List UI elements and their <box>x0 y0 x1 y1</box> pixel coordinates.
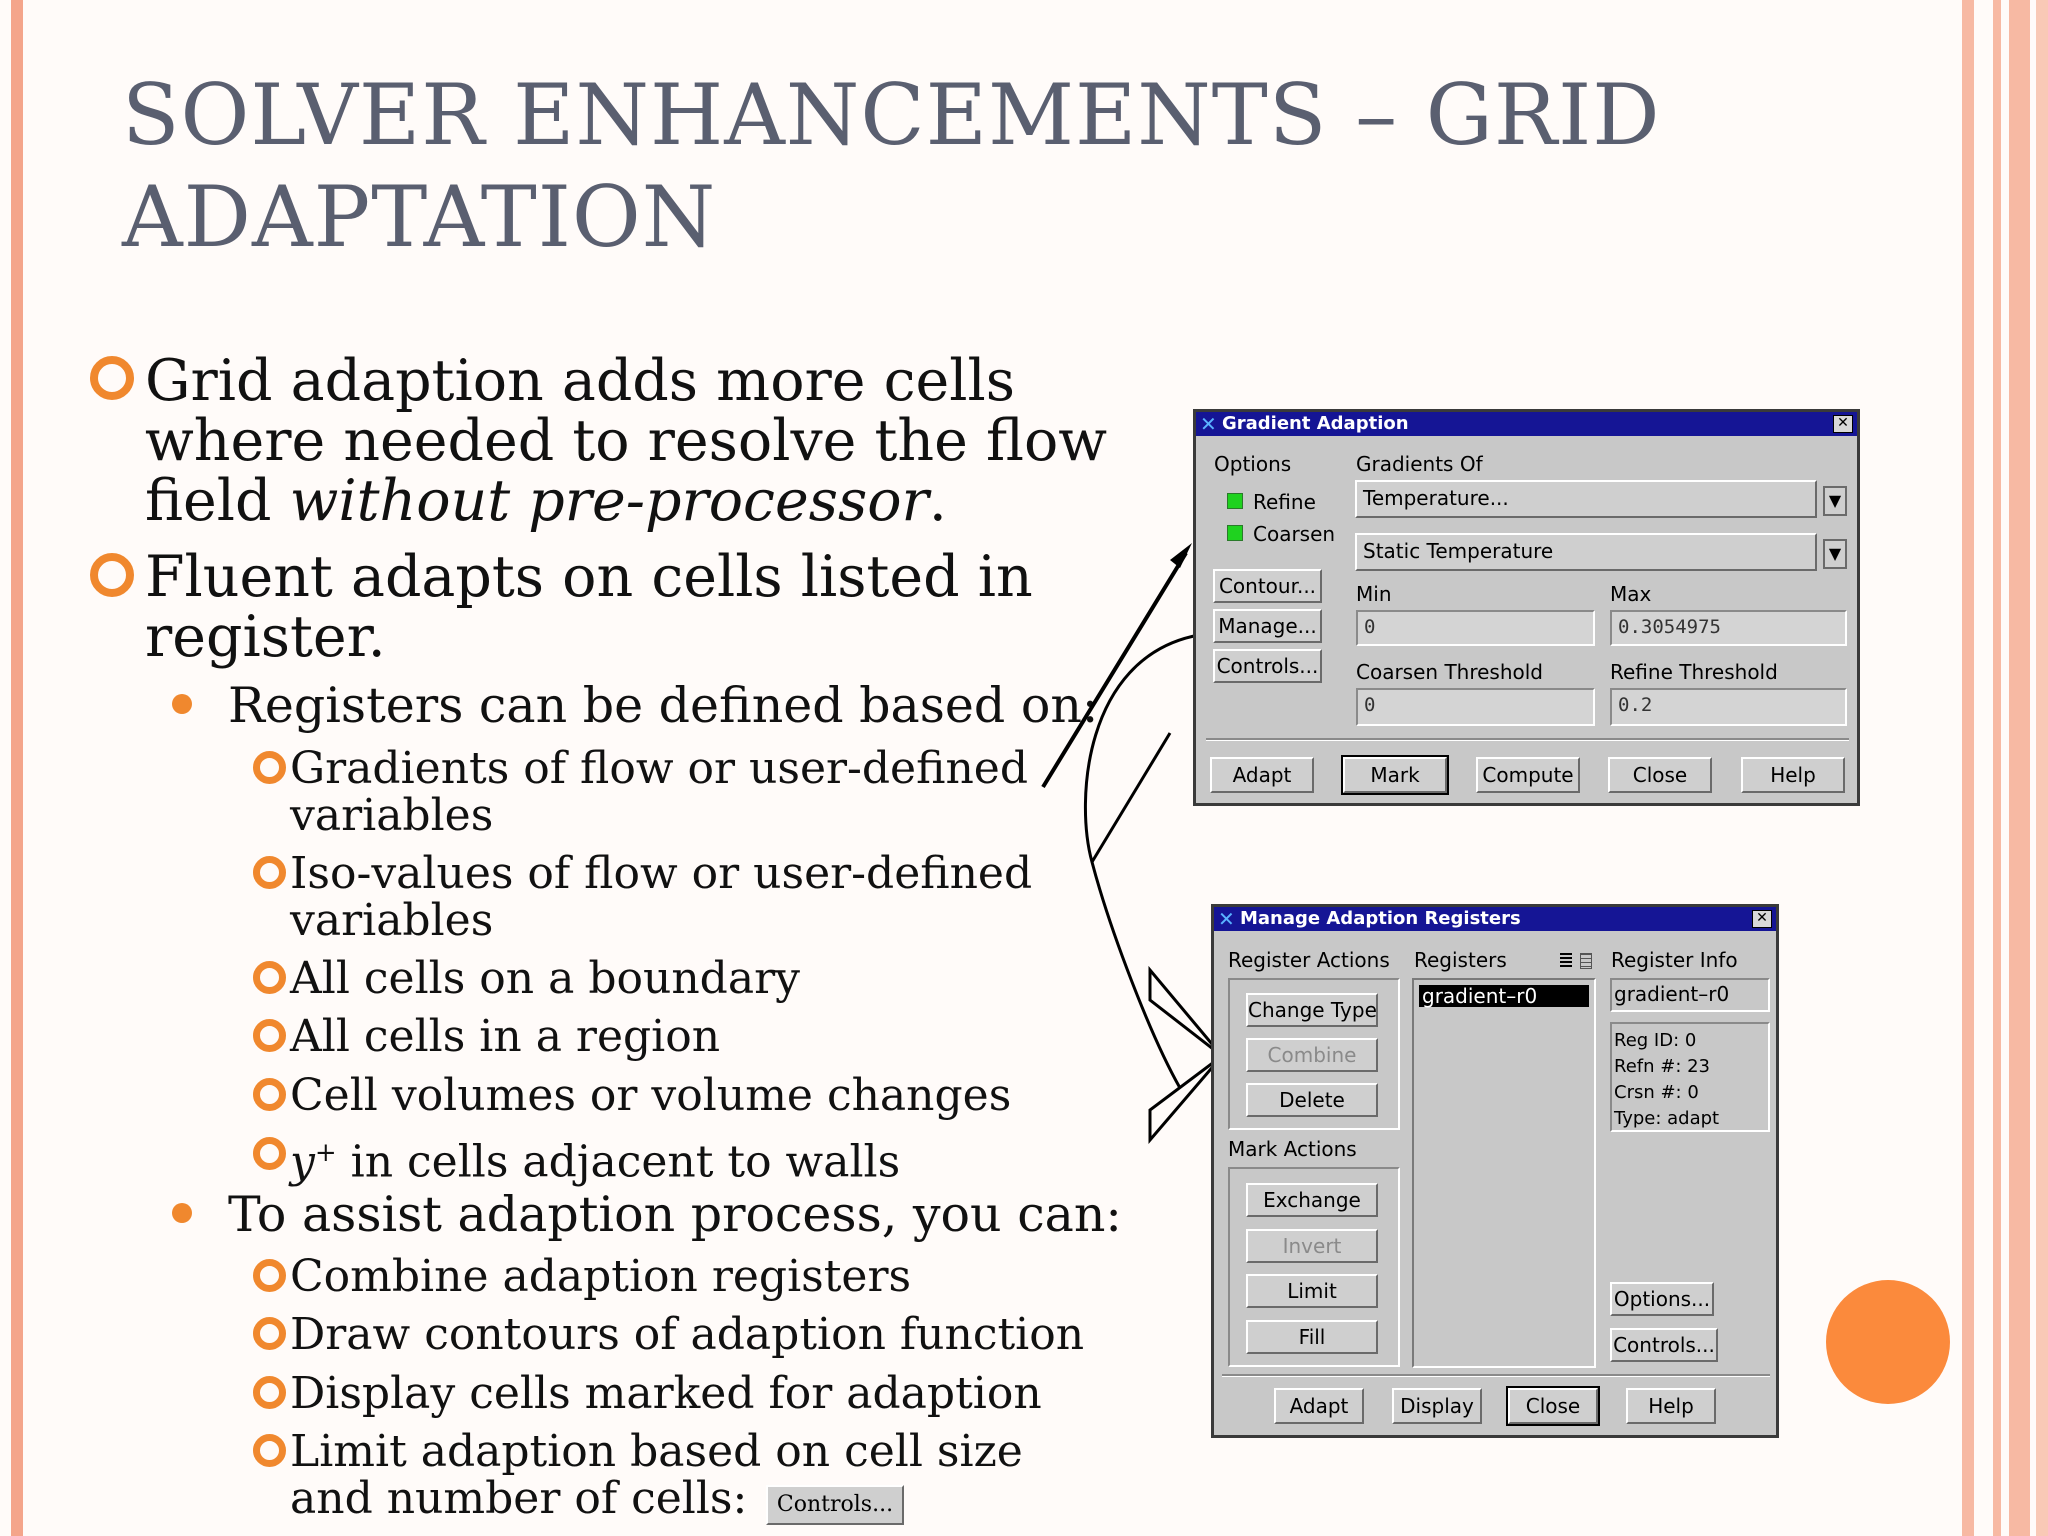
list-view-icon[interactable] <box>1560 953 1572 969</box>
bullet-text-part: . <box>928 468 947 534</box>
registers-listbox[interactable] <box>1412 978 1596 1368</box>
exchange-button[interactable]: Exchange <box>1246 1183 1378 1217</box>
controls-button-inline[interactable]: Controls... <box>766 1485 904 1525</box>
item-text: Limit adaption based on cell size <box>290 1426 1023 1477</box>
close-icon[interactable]: ✕ <box>1833 415 1853 433</box>
gradients-of-label: Gradients Of <box>1356 452 1483 476</box>
gradient-adaption-dialog <box>1193 409 1860 806</box>
registers-label: Registers <box>1414 948 1507 972</box>
refine-checkbox[interactable] <box>1227 493 1243 509</box>
item-text: Combine adaption registers <box>290 1251 912 1302</box>
yplus-variable: y <box>290 1136 315 1188</box>
divider <box>1222 1374 1770 1377</box>
coarsen-threshold-label: Coarsen Threshold <box>1356 660 1544 684</box>
x-logo-icon: ✕ <box>1218 907 1235 931</box>
yplus-superscript: + <box>314 1138 337 1168</box>
manage-adaption-registers-dialog <box>1211 904 1779 1438</box>
register-info-label: Register Info <box>1611 948 1738 972</box>
divider <box>1206 738 1849 741</box>
display-button[interactable]: Display <box>1392 1388 1482 1424</box>
combine-button[interactable]: Combine <box>1246 1038 1378 1072</box>
options-button[interactable]: Options... <box>1610 1282 1714 1316</box>
register-info-name: gradient–r0 <box>1614 982 1730 1006</box>
close-button[interactable]: Close <box>1608 757 1712 793</box>
bullet-text-part: field <box>145 468 290 534</box>
limit-button[interactable]: Limit <box>1246 1274 1378 1308</box>
item-text: All cells on a boundary <box>290 953 800 1004</box>
max-field[interactable]: 0.3054975 <box>1610 610 1847 646</box>
refine-threshold-field[interactable]: 0.2 <box>1610 688 1847 726</box>
refine-threshold-label: Refine Threshold <box>1610 660 1778 684</box>
coarsen-threshold-field[interactable]: 0 <box>1356 688 1595 726</box>
bullet-text: where needed to resolve the flow <box>145 408 1108 474</box>
arrow-to-gradient-dialog <box>1043 553 1186 787</box>
invert-button[interactable]: Invert <box>1246 1229 1378 1263</box>
reg-id-text: Reg ID: 0 <box>1614 1030 1697 1051</box>
fill-button[interactable]: Fill <box>1246 1320 1378 1354</box>
item-text: Iso-values of flow or user-defined <box>290 848 1033 899</box>
controls-button[interactable]: Controls... <box>1610 1328 1718 1362</box>
bullet-text: Grid adaption adds more cells <box>145 348 1016 414</box>
contour-button[interactable]: Contour... <box>1213 569 1322 603</box>
item-text: variables <box>290 895 494 946</box>
bullet-text-italic: without pre-processor <box>289 468 929 534</box>
adapt-button[interactable]: Adapt <box>1274 1388 1364 1424</box>
item-text: Draw contours of adaption function <box>290 1309 1085 1360</box>
gradients-of-dropdown[interactable]: Temperature... <box>1355 480 1817 518</box>
adapt-button[interactable]: Adapt <box>1210 757 1314 793</box>
gradients-sub-dropdown[interactable]: Static Temperature <box>1355 533 1817 571</box>
title-line: ADAPTATION <box>122 168 717 266</box>
max-label: Max <box>1610 582 1652 606</box>
curve-connector <box>1092 733 1170 862</box>
item-text: Gradients of flow or user-defined <box>290 743 1028 794</box>
item-text: Cell volumes or volume changes <box>290 1070 1012 1121</box>
item-text: All cells in a region <box>290 1011 721 1062</box>
change-type-button[interactable]: Change Type <box>1246 993 1378 1027</box>
register-actions-label: Register Actions <box>1228 948 1390 972</box>
bullet-text: register. <box>145 604 386 670</box>
dialog-titlebar: Manage Adaption Registers <box>1214 907 1776 931</box>
min-field[interactable]: 0 <box>1356 610 1595 646</box>
options-label: Options <box>1214 452 1292 476</box>
help-button[interactable]: Help <box>1741 757 1845 793</box>
item-text: and number of cells: <box>290 1473 748 1524</box>
coarsen-checkbox[interactable] <box>1227 525 1243 541</box>
manage-button[interactable]: Manage... <box>1213 609 1322 643</box>
delete-button[interactable]: Delete <box>1246 1083 1378 1117</box>
item-text: variables <box>290 790 494 841</box>
controls-button[interactable]: Controls... <box>1213 649 1322 683</box>
refine-label: Refine <box>1253 490 1316 514</box>
sub-bullet-text: Registers can be defined based on: <box>228 677 1099 734</box>
refn-text: Refn #: 23 <box>1614 1056 1711 1077</box>
mark-button[interactable]: Mark <box>1343 757 1447 793</box>
bullet-text: Fluent adapts on cells listed in <box>145 544 1033 610</box>
yplus-text: in cells adjacent to walls <box>336 1136 901 1188</box>
x-logo-icon: ✕ <box>1200 412 1217 436</box>
type-text: Type: adapt <box>1614 1108 1720 1129</box>
dropdown-arrow-icon[interactable]: ▼ <box>1823 539 1847 569</box>
list-view-icon[interactable] <box>1580 953 1592 969</box>
dialog-titlebar: Gradient Adaption <box>1196 412 1857 436</box>
register-list-item[interactable]: gradient–r0 <box>1419 985 1589 1007</box>
compute-button[interactable]: Compute <box>1476 757 1580 793</box>
close-icon[interactable]: ✕ <box>1752 910 1772 928</box>
min-label: Min <box>1356 582 1392 606</box>
item-text: Display cells marked for adaption <box>290 1368 1042 1419</box>
close-button[interactable]: Close <box>1508 1388 1598 1424</box>
coarsen-label: Coarsen <box>1253 522 1336 546</box>
arrowhead-icon <box>1170 543 1192 568</box>
mark-actions-label: Mark Actions <box>1228 1137 1357 1161</box>
crsn-text: Crsn #: 0 <box>1614 1082 1699 1103</box>
help-button[interactable]: Help <box>1626 1388 1716 1424</box>
sub-bullet-text: To assist adaption process, you can: <box>228 1186 1122 1243</box>
dropdown-arrow-icon[interactable]: ▼ <box>1823 486 1847 516</box>
title-line: SOLVER ENHANCEMENTS – GRID <box>122 66 1661 164</box>
